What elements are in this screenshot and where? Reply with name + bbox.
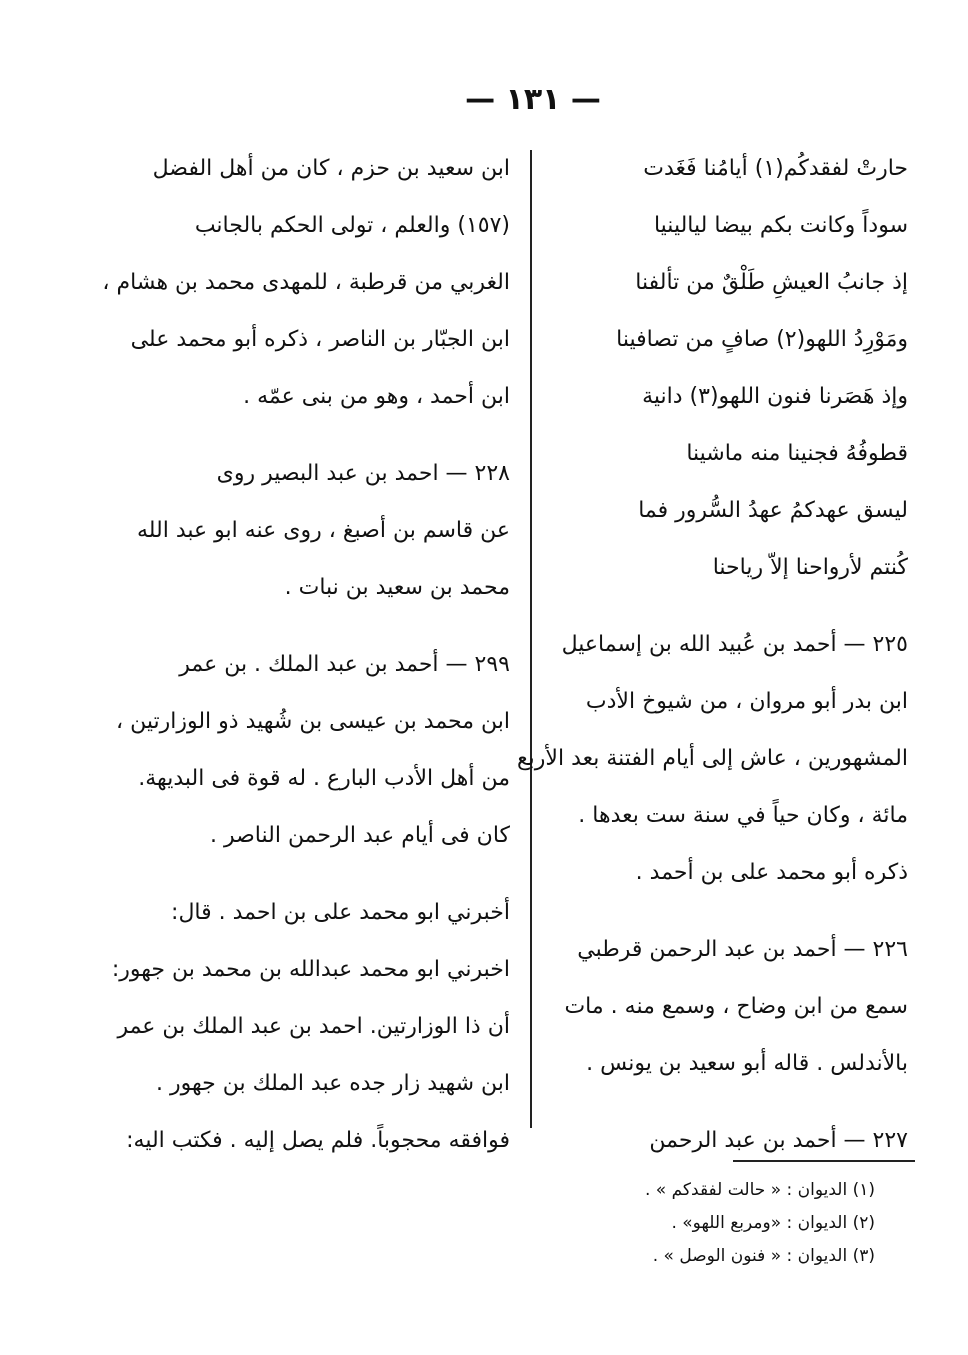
- poem-line: ومَوْرِدُ اللهو(٢) صافٍ من تصافينا: [616, 327, 908, 352]
- spacer: [548, 901, 908, 921]
- text-line: ذكره أبو محمد على بن أحمد .: [635, 860, 908, 885]
- text-line: ٢٢٥ — أحمد بن عُبيد الله بن إسماعيل: [561, 632, 908, 657]
- poem-line: حارتْ لفقدكُم(١) أيامُنا فَغَدت: [643, 156, 908, 181]
- text-line: سمع من ابن وضاح ، وسمع منه . مات: [564, 994, 908, 1019]
- text-line: ابن بدر أبو مروان ، من شيوخ الأدب: [585, 689, 908, 714]
- text-line: عن قاسم بن أصبغ ، روى عنه ابو عبد الله: [136, 518, 510, 543]
- footnote: (٢) الديوان : «ومربع اللهو» .: [671, 1213, 875, 1233]
- text-line: فوافقه محجوباً. فلم يصل إليه . فكتب اليه:: [126, 1128, 510, 1153]
- text-line: أخبرني ابو محمد على بن احمد . قال:: [171, 900, 510, 925]
- text-line: مائة ، وكان حياً في سنة ست بعدها .: [578, 803, 908, 828]
- poem-line: إذ جانبُ العيشِ طَلْقٌ من تألفنا: [635, 270, 908, 295]
- poem: [548, 140, 908, 596]
- entry-229: [116, 636, 510, 864]
- poem-line: وإذ هَصَرنا فنون اللهو(٣) دانية: [642, 384, 908, 409]
- footnote: (١) الديوان : « حالت لفقدكم » .: [645, 1180, 875, 1200]
- text-line: بالأندلس . قاله أبو سعيد بن يونس .: [586, 1051, 908, 1076]
- text-line: ابن سعيد بن حزم ، كان من أهل الفضل: [152, 156, 510, 181]
- text-line: اخبرني ابو محمد عبدالله بن محمد بن جهور:: [111, 957, 510, 982]
- poem-line: كُنتم لأرواحنا إلاّ رياحنا: [712, 555, 908, 580]
- text-line: ٢٢٧ — أحمد بن عبد الرحمن: [649, 1128, 908, 1153]
- text-line: ٢٢٦ — أحمد بن عبد الرحمن قرطبي: [577, 937, 908, 962]
- text-line: محمد بن سعيد بن نبات .: [284, 575, 510, 600]
- text-line: ابن محمد بن عيسى بن شُهيد ذو الوزارتين ،: [116, 709, 510, 734]
- footnotes: [500, 1174, 875, 1273]
- poem-line: سوداً وكانت بكم بيضا ليالينيا: [653, 213, 908, 238]
- narrative: [111, 884, 510, 1169]
- poem-line: قطوفُهُ فجنينا منه ماشينا: [686, 441, 908, 466]
- text-line: المشهورين ، عاش إلى أيام الفتنة بعد الأربع: [516, 746, 908, 771]
- text-line: ابن شهيد زار جده عبد الملك بن جهور .: [156, 1071, 510, 1096]
- entry-225: [516, 616, 908, 901]
- entry-continuation: [102, 140, 510, 425]
- text-line: الغربي من قرطبة ، للمهدى محمد بن هشام ،: [102, 270, 510, 295]
- footnote: (٣) الديوان : « فنون الوصل » .: [652, 1246, 875, 1266]
- entry-228: [136, 445, 510, 616]
- spacer: [548, 596, 908, 616]
- text-line: كان فى أيام عبد الرحمن الناصر .: [209, 823, 510, 848]
- text-line: ٢٢٨ — احمد بن عبد البصير روى: [216, 461, 510, 486]
- left-column: [102, 140, 510, 1169]
- footnote-rule: [733, 1160, 915, 1162]
- text-line: ابن الجبّار بن الناصر ، ذكره أبو محمد على: [130, 327, 510, 352]
- poem-line: ليسق عهدكمُ عهدُ السُّرور فما: [638, 498, 908, 523]
- spacer: [160, 616, 510, 636]
- text-line: (١٥٧) والعلم ، تولى الحكم بالجانب: [194, 213, 510, 238]
- spacer: [160, 425, 510, 445]
- entry-226: [548, 921, 908, 1092]
- text-line: أن ذا الوزارتين. احمد بن عبد الملك بن عمر: [117, 1014, 510, 1039]
- text-line: من أهل الأدب البارع . له قوة فى البديهة.: [138, 766, 510, 791]
- right-column: [516, 140, 908, 1169]
- text-line: ابن أحمد ، وهو من بنى عمّه .: [243, 384, 510, 409]
- column-divider: [530, 150, 532, 1128]
- spacer: [160, 864, 510, 884]
- spacer: [548, 1092, 908, 1112]
- text-line: ٢٩٩ — أحمد بن عبد الملك . بن عمر: [179, 652, 510, 677]
- page-number: — ١٣١ —: [465, 82, 601, 117]
